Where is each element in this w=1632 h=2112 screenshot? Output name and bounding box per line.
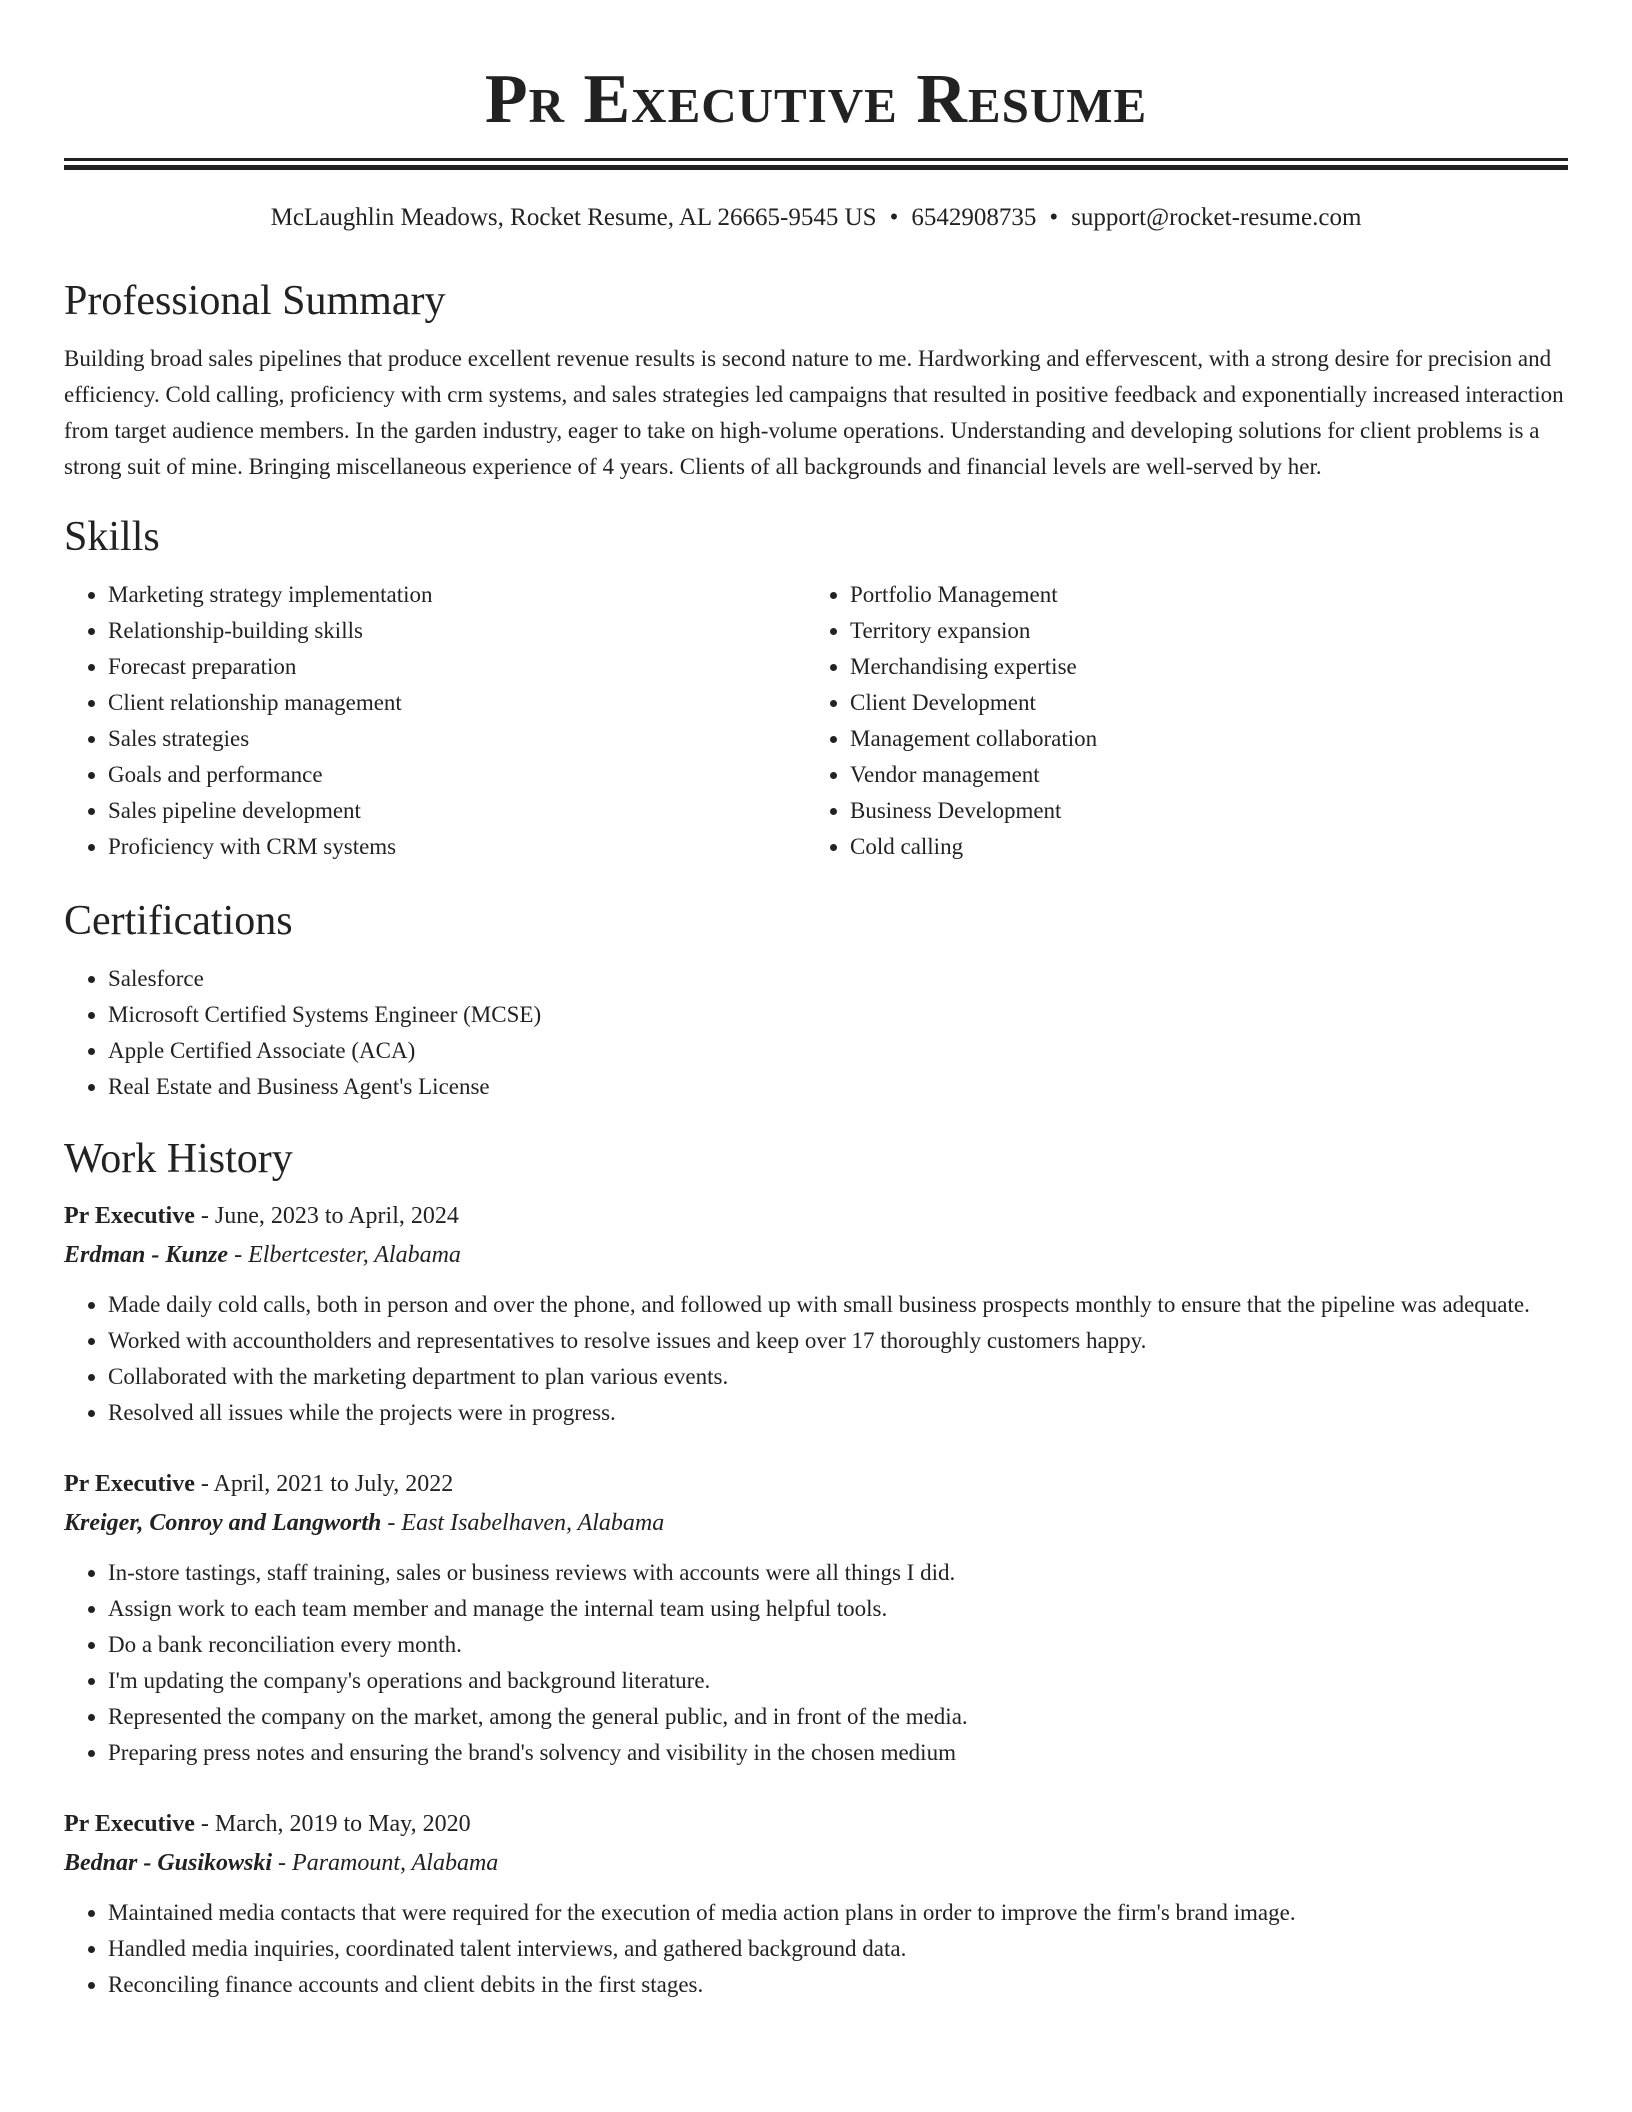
- skill-item: • Cold calling: [850, 829, 1548, 865]
- contact-line: [64, 203, 1568, 233]
- job-company-line: Kreiger, Conroy and Langworth - East Isabelhaven, Alabama: [64, 1510, 665, 1536]
- job-title: Pr Executive: [64, 1811, 195, 1837]
- skill-item: • Client relationship management: [108, 685, 806, 721]
- job-company-line: Bednar - Gusikowski - Paramount, Alabama: [64, 1850, 499, 1876]
- job-bullet: • Reconciling finance accounts and client debits in the first stages.: [108, 1967, 1568, 2003]
- certification-item: • Apple Certified Associate (ACA): [108, 1033, 1568, 1069]
- skill-item: • Merchandising expertise: [850, 649, 1548, 685]
- job-bullet: • Do a bank reconciliation every month.: [108, 1627, 1568, 1663]
- job-bullets: [64, 1555, 1568, 1771]
- job-bullet: • In-store tastings, staff training, sales or business reviews with accounts were all things I did.: [108, 1555, 1568, 1591]
- job-bullet: • Resolved all issues while the projects were in progress.: [108, 1395, 1568, 1431]
- summary-text: Building broad sales pipelines that produce excellent revenue results is second nature to me. Hardworking and effervescent, with a strong desire for precision and efficiency. Cold calling, proficiency with crm systems, and sales strategies led campaigns that resulted in positive feedback and exponentially increased interaction from target audience members. In the garden industry, eager to take on high-volume operations. Understanding and developing solutions for client problems is a strong suit of mine. Bringing miscellaneous experience of 4 years. Clients of all backgrounds and financial levels are well-served by her.: [64, 346, 1564, 479]
- job-bullet: • Preparing press notes and ensuring the brand's solvency and visibility in the chosen medium: [108, 1735, 1568, 1771]
- job-company-line: Erdman - Kunze - Elbertcester, Alabama: [64, 1242, 461, 1268]
- skill-item: • Sales pipeline development: [108, 793, 806, 829]
- skill-item: • Marketing strategy implementation: [108, 577, 806, 613]
- skills-right-column: [806, 577, 1548, 865]
- skill-item: • Business Development: [850, 793, 1548, 829]
- skill-item: • Client Development: [850, 685, 1548, 721]
- skill-item: • Vendor management: [850, 757, 1548, 793]
- skill-item: • Management collaboration: [850, 721, 1548, 757]
- job-title-line: Pr Executive - June, 2023 to April, 2024: [64, 1203, 459, 1229]
- job-bullets: [64, 1895, 1568, 2003]
- job-entry: [64, 1197, 1568, 1431]
- job-bullet: • Worked with accountholders and representatives to resolve issues and keep over 17 thoroughly customers happy.: [108, 1323, 1568, 1359]
- job-entry: [64, 1465, 1568, 1771]
- contact-address: McLaughlin Meadows, Rocket Resume, AL 26665-9545 US: [270, 204, 877, 231]
- job-title: Pr Executive: [64, 1471, 195, 1497]
- skill-item: • Portfolio Management: [850, 577, 1548, 613]
- job-entry: [64, 1805, 1568, 2003]
- job-company: Erdman - Kunze: [64, 1242, 229, 1268]
- job-company: Kreiger, Conroy and Langworth: [64, 1510, 382, 1536]
- job-title-line: Pr Executive - April, 2021 to July, 2022: [64, 1471, 454, 1497]
- skills-left-column: [64, 577, 806, 865]
- skill-item: • Forecast preparation: [108, 649, 806, 685]
- title-double-rule: [64, 158, 1568, 161]
- certification-item: • Microsoft Certified Systems Engineer (MCSE): [108, 997, 1568, 1033]
- job-bullet: • Assign work to each team member and manage the internal team using helpful tools.: [108, 1591, 1568, 1627]
- job-bullet: • Maintained media contacts that were required for the execution of media action plans in order to improve the firm's brand image.: [108, 1895, 1568, 1931]
- skills-heading: Skills: [64, 514, 160, 560]
- skill-item: • Sales strategies: [108, 721, 806, 757]
- skill-item: • Goals and performance: [108, 757, 806, 793]
- skill-item: • Relationship-building skills: [108, 613, 806, 649]
- job-location: East Isabelhaven, Alabama: [401, 1510, 665, 1536]
- certification-item: • Salesforce: [108, 961, 1568, 997]
- job-location: Elbertcester, Alabama: [248, 1242, 461, 1268]
- job-bullet: • I'm updating the company's operations and background literature.: [108, 1663, 1568, 1699]
- contact-separator: •: [889, 204, 899, 231]
- contact-email: support@rocket-resume.com: [1071, 204, 1362, 231]
- skill-item: • Territory expansion: [850, 613, 1548, 649]
- job-dates: June, 2023 to April, 2024: [214, 1203, 459, 1229]
- job-dates: March, 2019 to May, 2020: [214, 1811, 471, 1837]
- work-history-heading: Work History: [64, 1136, 293, 1182]
- contact-phone: 6542908735: [911, 204, 1037, 231]
- contact-separator: •: [1049, 204, 1059, 231]
- job-title-line: Pr Executive - March, 2019 to May, 2020: [64, 1811, 471, 1837]
- skill-item: • Proficiency with CRM systems: [108, 829, 806, 865]
- skills-grid: [64, 577, 1568, 865]
- summary-heading: Professional Summary: [64, 278, 446, 324]
- certifications-heading: Certifications: [64, 898, 293, 944]
- job-bullet: • Collaborated with the marketing department to plan various events.: [108, 1359, 1568, 1395]
- job-bullet: • Made daily cold calls, both in person and over the phone, and followed up with small business prospects monthly to ensure that the pipeline was adequate.: [108, 1287, 1568, 1323]
- job-bullets: [64, 1287, 1568, 1431]
- resume-title: Pr Executive Resume: [484, 61, 1148, 138]
- job-location: Paramount, Alabama: [292, 1850, 499, 1876]
- job-title: Pr Executive: [64, 1203, 195, 1229]
- certification-item: • Real Estate and Business Agent's License: [108, 1069, 1568, 1105]
- job-dates: April, 2021 to July, 2022: [213, 1471, 454, 1497]
- certifications-list: [64, 961, 1568, 1105]
- job-bullet: • Handled media inquiries, coordinated talent interviews, and gathered background data.: [108, 1931, 1568, 1967]
- resume-page: [64, 0, 1568, 2003]
- job-company: Bednar - Gusikowski: [64, 1850, 273, 1876]
- job-bullet: • Represented the company on the market, among the general public, and in front of the media.: [108, 1699, 1568, 1735]
